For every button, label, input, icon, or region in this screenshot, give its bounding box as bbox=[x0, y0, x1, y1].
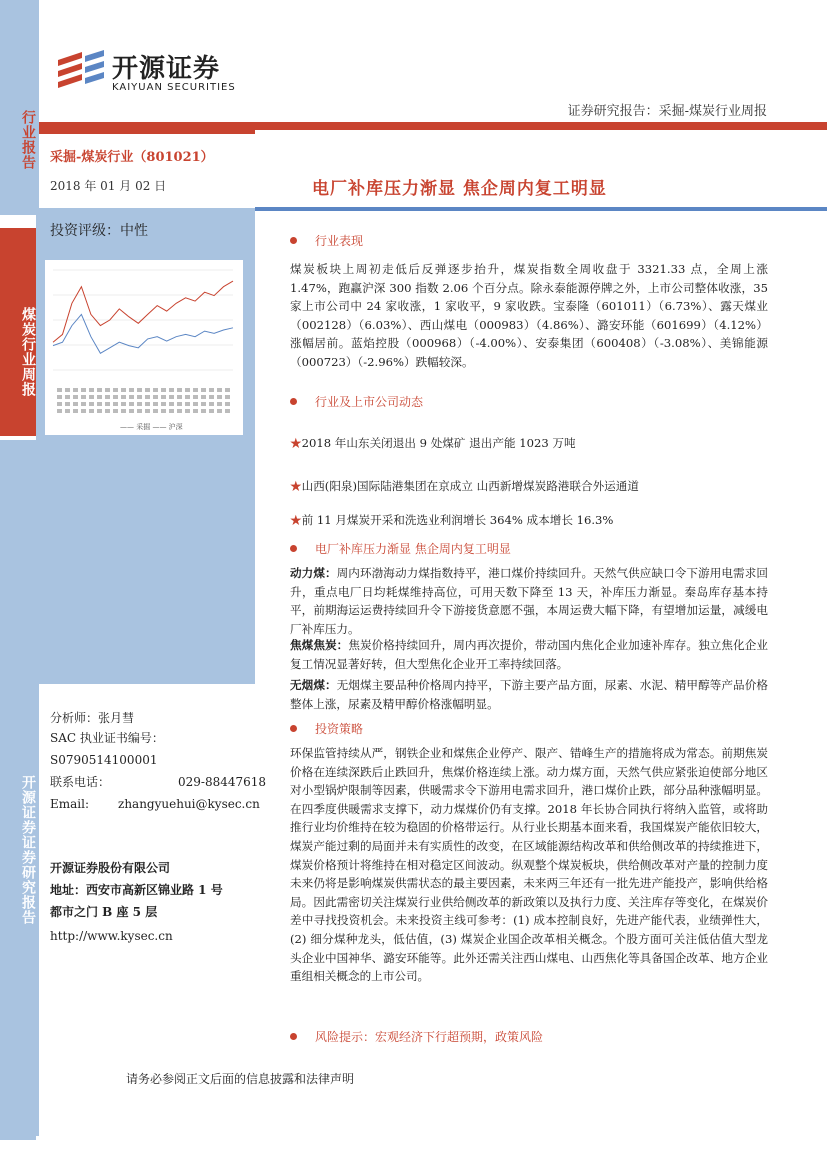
chart-tick-mark bbox=[145, 409, 150, 413]
item-text: 无烟煤主要品种价格周内持平，下游主要产品方面，尿素、水泥、精甲醇等产品价格整体上涨，尿素及精甲醇价格涨幅明显。 bbox=[290, 678, 768, 711]
section-title: 电厂补库压力渐显 焦企周内复工明显 bbox=[315, 542, 511, 556]
chart-tick-mark bbox=[57, 388, 62, 392]
chart-tick-mark bbox=[153, 395, 158, 399]
chart-tick-mark bbox=[185, 388, 190, 392]
chart-tick-mark bbox=[97, 402, 102, 406]
chart-tick-mark bbox=[193, 402, 198, 406]
bullet-dot-icon bbox=[290, 725, 297, 732]
chart-tick-mark bbox=[57, 409, 62, 413]
sac-label: SAC 执业证书编号： bbox=[50, 731, 164, 745]
chart-tick-mark bbox=[225, 388, 230, 392]
sac-number: S0790514100001 bbox=[50, 753, 158, 767]
item-label: 焦煤焦炭： bbox=[290, 638, 349, 652]
chart-tick-mark bbox=[169, 402, 174, 406]
chart-tick-mark bbox=[105, 402, 110, 406]
chart-tick-mark bbox=[73, 409, 78, 413]
bullet-dot-icon bbox=[290, 398, 297, 405]
chart-tick-mark bbox=[105, 388, 110, 392]
chart-legend: —— 采掘 —— 沪深 bbox=[120, 423, 183, 431]
anthracite-paragraph bbox=[290, 676, 768, 713]
news-item[interactable] bbox=[290, 478, 639, 494]
chart-tick-mark bbox=[73, 395, 78, 399]
side-tab-label: 行业报告 bbox=[20, 109, 36, 170]
star-icon: ★ bbox=[290, 513, 302, 527]
chart-tick-mark bbox=[97, 395, 102, 399]
chart-tick-mark bbox=[73, 402, 78, 406]
section-heading bbox=[290, 1028, 543, 1045]
performance-chart bbox=[45, 260, 243, 435]
industry-name: 采掘-煤炭行业（801021） bbox=[50, 150, 214, 165]
chart-tick-mark bbox=[169, 409, 174, 413]
chart-tick-mark bbox=[137, 409, 142, 413]
news-item[interactable] bbox=[290, 435, 576, 451]
chart-tick-mark bbox=[129, 409, 134, 413]
chart-tick-mark bbox=[121, 409, 126, 413]
chart-tick-mark bbox=[105, 395, 110, 399]
address-line-2: 都市之门 B 座 5 层 bbox=[50, 905, 158, 919]
chart-tick-mark bbox=[89, 395, 94, 399]
chart-tick-mark bbox=[129, 395, 134, 399]
logo-en: KAIYUAN SECURITIES bbox=[112, 82, 236, 93]
chart-tick-mark bbox=[57, 402, 62, 406]
chart-tick-mark bbox=[89, 388, 94, 392]
chart-tick-mark bbox=[193, 409, 198, 413]
chart-tick-mark bbox=[185, 395, 190, 399]
chart-tick-mark bbox=[121, 402, 126, 406]
chart-tick-mark bbox=[225, 395, 230, 399]
chart-tick-mark bbox=[145, 402, 150, 406]
chart-tick-mark bbox=[193, 388, 198, 392]
section-title: 行业及上市公司动态 bbox=[315, 395, 424, 409]
chart-tick-mark bbox=[137, 402, 142, 406]
thermal-coal-paragraph bbox=[290, 564, 768, 638]
header-rule bbox=[39, 122, 827, 130]
chart-tick-mark bbox=[225, 409, 230, 413]
footer-disclaimer: 请务必参阅正文后面的信息披露和法律声明 bbox=[126, 1072, 355, 1086]
chart-tick-mark bbox=[209, 388, 214, 392]
chart-tick-mark bbox=[65, 388, 70, 392]
company-name: 开源证券股份有限公司 bbox=[50, 861, 171, 875]
news-item[interactable] bbox=[290, 512, 613, 528]
chart-tick-mark bbox=[201, 409, 206, 413]
chart-tick-mark bbox=[177, 388, 182, 392]
chart-tick-mark bbox=[89, 402, 94, 406]
chart-tick-mark bbox=[201, 388, 206, 392]
section-heading bbox=[290, 393, 423, 410]
side-tab-industry-report bbox=[0, 0, 36, 215]
chart-tick-mark bbox=[169, 395, 174, 399]
chart-tick-mark bbox=[113, 409, 118, 413]
news-text: 前 11 月煤炭开采和洗选业利润增长 364% 成本增长 16.3% bbox=[301, 513, 614, 527]
chart-tick-mark bbox=[209, 409, 214, 413]
chart-tick-mark bbox=[177, 395, 182, 399]
coking-coal-paragraph bbox=[290, 636, 768, 673]
star-icon: ★ bbox=[290, 436, 302, 450]
chart-tick-mark bbox=[169, 388, 174, 392]
chart-tick-mark bbox=[81, 402, 86, 406]
side-tab-label: 煤炭行业周报 bbox=[20, 307, 36, 397]
chart-tick-mark bbox=[209, 402, 214, 406]
section-title: 投资策略 bbox=[315, 722, 364, 736]
chart-tick-mark bbox=[81, 395, 86, 399]
side-tab-weekly bbox=[0, 228, 36, 436]
header-report-type: 证券研究报告：采掘-煤炭行业周报 bbox=[567, 104, 767, 119]
chart-tick-mark bbox=[73, 388, 78, 392]
email-label: Email: bbox=[50, 797, 90, 811]
chart-tick-mark bbox=[81, 409, 86, 413]
company-logo bbox=[52, 44, 252, 100]
bullet-dot-icon bbox=[290, 1033, 297, 1040]
chart-tick-mark bbox=[153, 402, 158, 406]
chart-tick-mark bbox=[153, 388, 158, 392]
chart-tick-mark bbox=[97, 388, 102, 392]
chart-tick-mark bbox=[81, 388, 86, 392]
chart-tick-mark bbox=[137, 388, 142, 392]
chart-tick-mark bbox=[201, 395, 206, 399]
chart-tick-mark bbox=[209, 395, 214, 399]
chart-tick-mark bbox=[217, 395, 222, 399]
investment-strategy-text: 环保监管持续从严，钢铁企业和煤焦企业停产、限产、错峰生产的措施将成为常态。前期焦炭价格在连续深跌后止跌回升，焦煤价格连续上涨。动力煤方面，天然气供应紧张迫使部分地区对小型锅炉限制等因素，供暖需求令下游用电需求回升，港口煤价止跌，部分品种涨幅明显。在四季度供暖需求支撑下，动力煤煤价仍有支撑。2018 年长协合同执行将纳入监管，或将助推行业均价维持在较为稳固的价格带运行。从行业长期基本面来看，我国煤炭产能依旧较大，煤炭产能过剩的局面并未有实质性的改变，在区域能源结构改革和供给侧改革的持续推进下，煤炭价格预计将维持在相对稳定区间波动。纵观整个煤炭板块，供给侧改革对产量的控制力度未来仍将是影响煤炭供需状态的最主要因素，未来两三年还有一批先进产能投产，影响供给格局。因此需密切关注煤炭行业供给侧改革的新政策以及执行力度、关注库存等变化，在煤炭价差中寻找投资机会。未来投资主线可参考：(1) 成本控制良好，先进产能代表，业绩弹性大，(2) 细分煤种龙头，低估值，(3) 煤炭企业国企改革相关概念。个股方面可关注低估值大型龙头企业中国神华、潞安环能等。此外还需关注西山煤电、山西焦化等具备国企改革、地方企业重组相关概念的上市公司。 bbox=[290, 746, 768, 984]
report-date: 2018 年 01 月 02 日 bbox=[50, 179, 167, 193]
bullet-dot-icon bbox=[290, 545, 297, 552]
chart-tick-mark bbox=[65, 402, 70, 406]
section-heading bbox=[290, 540, 511, 557]
chart-tick-mark bbox=[201, 402, 206, 406]
phone-label: 联系电话： bbox=[50, 775, 111, 789]
email-link[interactable]: zhangyuehui@kysec.cn bbox=[118, 797, 260, 811]
chart-tick-mark bbox=[161, 395, 166, 399]
chart-tick-mark bbox=[57, 395, 62, 399]
chart-tick-mark bbox=[161, 388, 166, 392]
chart-tick-mark bbox=[121, 388, 126, 392]
chart-series-line bbox=[53, 281, 233, 342]
chart-tick-mark bbox=[113, 395, 118, 399]
website-link[interactable]: http://www.kysec.cn bbox=[50, 929, 173, 943]
chart-tick-mark bbox=[217, 402, 222, 406]
industry-box bbox=[39, 130, 255, 208]
analyst-name: 分析师：张月彗 bbox=[50, 711, 135, 725]
report-title: 电厂补库压力渐显 焦企周内复工明显 bbox=[312, 179, 607, 199]
chart-tick-mark bbox=[185, 409, 190, 413]
title-rule bbox=[255, 207, 827, 211]
chart-tick-mark bbox=[105, 409, 110, 413]
item-label: 无烟煤： bbox=[290, 678, 337, 692]
star-icon: ★ bbox=[290, 479, 302, 493]
chart-tick-mark bbox=[145, 395, 150, 399]
bullet-dot-icon bbox=[290, 237, 297, 244]
address-line-1: 地址：西安市高新区锦业路 1 号 bbox=[50, 883, 223, 897]
chart-tick-mark bbox=[177, 402, 182, 406]
chart-tick-mark bbox=[185, 402, 190, 406]
chart-tick-mark bbox=[97, 409, 102, 413]
section-title: 行业表现 bbox=[315, 234, 364, 248]
news-text: 2018 年山东关闭退出 9 处煤矿 退出产能 1023 万吨 bbox=[301, 436, 576, 450]
chart-tick-mark bbox=[153, 409, 158, 413]
section-heading bbox=[290, 232, 363, 249]
risk-warning: 风险提示：宏观经济下行超预期，政策风险 bbox=[315, 1030, 544, 1044]
item-text: 焦炭价格持续回升，周内再次提价，带动国内焦化企业加速补库存。独立焦化企业复工情况显著好转，但大型焦化企业开工率持续回落。 bbox=[290, 638, 768, 671]
logo-mark-icon bbox=[52, 44, 108, 100]
section-text-industry-performance: 煤炭板块上周初走低后反弹逐步抬升，煤炭指数全周收盘于 3321.33 点，全周上涨 1.47%，跑赢沪深 300 指数 2.06 个百分点。除永泰能源停牌之外，上市公司整体收涨，35 家上市公司中 24 家收涨，1 家收平，9 家收跌。宝泰隆（601011）（6.73%）、露天煤业（002128）（6.03%）、西山煤电（000983）（4.86%）、潞安环能（601699）（4.12%）涨幅居前。蓝焰控股（000968）（-4.00%）、安泰集团（600408）（-3.08%）、美锦能源（000723）（-2.96%）跌幅较深。 bbox=[290, 262, 768, 369]
chart-tick-mark bbox=[217, 409, 222, 413]
chart-tick-mark bbox=[225, 402, 230, 406]
chart-tick-mark bbox=[217, 388, 222, 392]
chart-tick-mark bbox=[129, 388, 134, 392]
chart-tick-mark bbox=[161, 402, 166, 406]
chart-tick-mark bbox=[145, 388, 150, 392]
chart-svg bbox=[45, 260, 243, 435]
chart-tick-mark bbox=[65, 395, 70, 399]
chart-tick-mark bbox=[113, 402, 118, 406]
item-label: 动力煤： bbox=[290, 566, 337, 580]
chart-tick-mark bbox=[161, 409, 166, 413]
side-tab-label: 开源证券证券研究报告 bbox=[20, 775, 36, 925]
chart-tick-mark bbox=[137, 395, 142, 399]
phone-number: 029-88447618 bbox=[178, 775, 267, 789]
investment-rating: 投资评级：中性 bbox=[50, 223, 148, 239]
chart-tick-mark bbox=[121, 395, 126, 399]
news-text: 山西(阳泉)国际陆港集团在京成立 山西新增煤炭路港联合外运通道 bbox=[301, 479, 639, 493]
chart-tick-mark bbox=[65, 409, 70, 413]
item-text: 周内环渤海动力煤指数持平，港口煤价持续回升。天然气供应缺口令下游用电需求回升，重点电厂日均耗煤维持高位，可用天数下降至 13 天，补库压力渐显。秦岛库存基本持平，前期海运运费持续回升令下游接货意愿不强，本周运费大幅下降，有望增加运量，减缓电厂补库压力。 bbox=[290, 566, 768, 636]
chart-tick-mark bbox=[89, 409, 94, 413]
chart-tick-mark bbox=[113, 388, 118, 392]
logo-cn: 开源证券 bbox=[112, 54, 221, 84]
chart-tick-mark bbox=[193, 395, 198, 399]
section-heading bbox=[290, 720, 363, 737]
side-tab-research bbox=[0, 440, 36, 1140]
chart-tick-mark bbox=[129, 402, 134, 406]
chart-tick-mark bbox=[177, 409, 182, 413]
